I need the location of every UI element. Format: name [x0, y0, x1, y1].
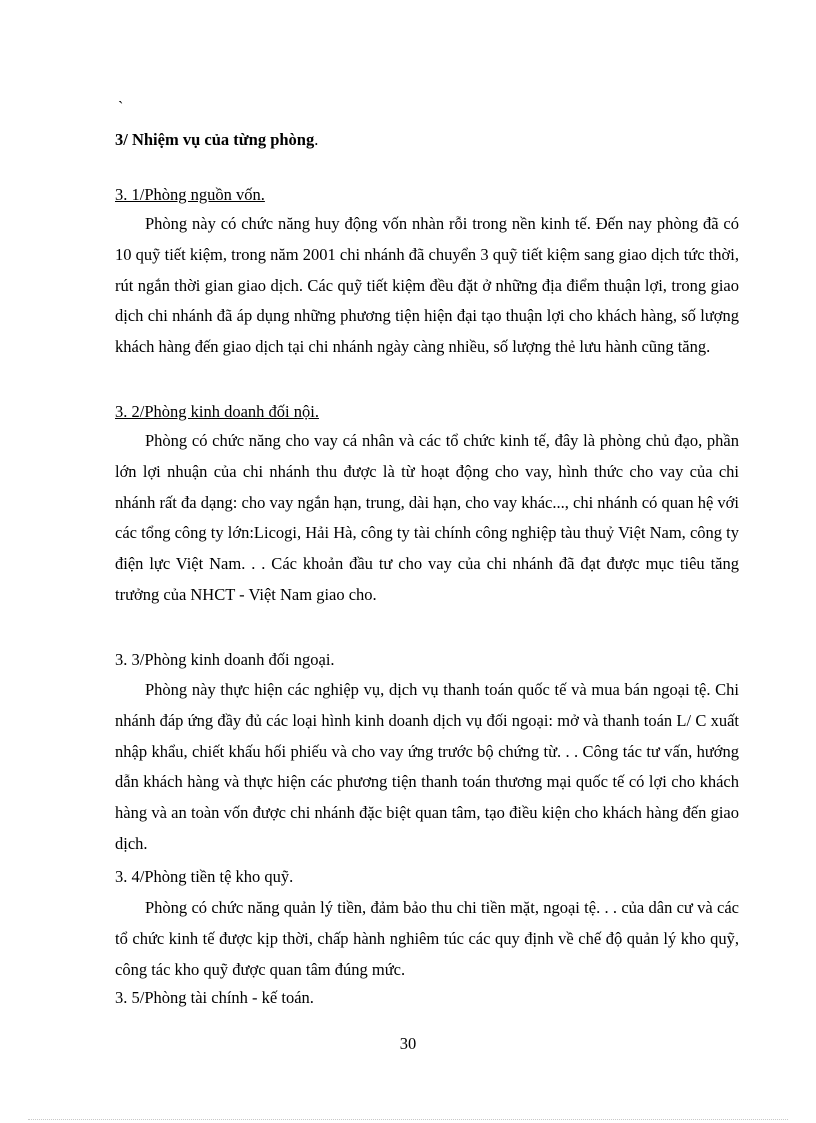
page-number: 30: [399, 1034, 417, 1053]
subsection-title-tien-te-kho-quy: 3. 4/Phòng tiền tệ kho quỹ.: [115, 867, 294, 886]
paragraph-kinh-doanh-doi-ngoai: Phòng này thực hiện các nghiệp vụ, dịch vụ thanh toán quốc tế và mua bán ngoại tệ. Chi nhánh đáp ứng đầy đủ các loại hình kinh doanh dịch vụ đối ngoại: mở và thanh toán L/ C xuất nhập khẩu, chiết khấu hối phiếu và cho vay ứng trước bộ chứng từ. . . Công tác tư vấn, hướng dẫn khách hàng và thực hiện các phương tiện thanh toán thương mại quốc tế có lợi cho khách hàng và an toàn vốn được chi nhánh đặc biệt quan tâm, tạo điều kiện cho khách hàng đến giao dịch.: [115, 680, 739, 853]
section-heading: [115, 129, 318, 151]
stray-mark: `: [118, 99, 124, 116]
subsection-title-kinh-doanh-doi-noi: 3. 2/Phòng kinh doanh đối nội.: [115, 402, 319, 421]
paragraph-kinh-doanh-doi-noi: Phòng có chức năng cho vay cá nhân và các tổ chức kinh tế, đây là phòng chủ đạo, phần lớn lợi nhuận của chi nhánh thu được là từ hoạt động cho vay, hình thức cho vay của chi nhánh rất đa dạng: cho vay ngắn hạn, trung, dài hạn, cho vay khác..., chi nhánh có quan hệ với các tổng công ty lớn:Licogi, Hải Hà, công ty tài chính công nghiệp tàu thuỷ Việt Nam, công ty điện lực Việt Nam. . . Các khoản đầu tư cho vay của chi nhánh đã đạt được mục tiêu tăng trưởng của NHCT - Việt Nam giao cho.: [115, 431, 739, 604]
paragraph-tien-te-kho-quy: Phòng có chức năng quản lý tiền, đảm bảo thu chi tiền mặt, ngoại tệ. . . của dân cư và các tổ chức kinh tế được kịp thời, chấp hành nghiêm túc các quy định về chế độ quản lý kho quỹ, công tác kho quỹ được quan tâm đúng mức.: [115, 898, 739, 979]
page-bottom-divider: [28, 1119, 788, 1120]
paragraph-nguon-von: Phòng này có chức năng huy động vốn nhàn rỗi trong nền kinh tế. Đến nay phòng đã có 10 quỹ tiết kiệm, trong năm 2001 chi nhánh đã chuyển 3 quỹ tiết kiệm sang giao dịch tức thời, rút ngắn thời gian giao dịch. Các quỹ tiết kiệm đều đặt ở những địa điểm thuận lợi, trong giao dịch chi nhánh đã áp dụng những phương tiện hiện đại tạo thuận lợi cho khách hàng, số lượng khách hàng đến giao dịch tại chi nhánh ngày càng nhiều, số lượng thẻ lưu hành cũng tăng.: [115, 214, 739, 357]
section-heading-text: 3/ Nhiệm vụ của từng phòng: [115, 130, 315, 149]
section-heading-period: .: [314, 130, 319, 149]
subsection-title-nguon-von: 3. 1/Phòng nguồn vốn.: [115, 185, 265, 204]
subsection-title-kinh-doanh-doi-ngoai: 3. 3/Phòng kinh doanh đối ngoại.: [115, 650, 335, 669]
subsection-title-tai-chinh-ke-toan: 3. 5/Phòng tài chính - kế toán.: [115, 988, 314, 1007]
